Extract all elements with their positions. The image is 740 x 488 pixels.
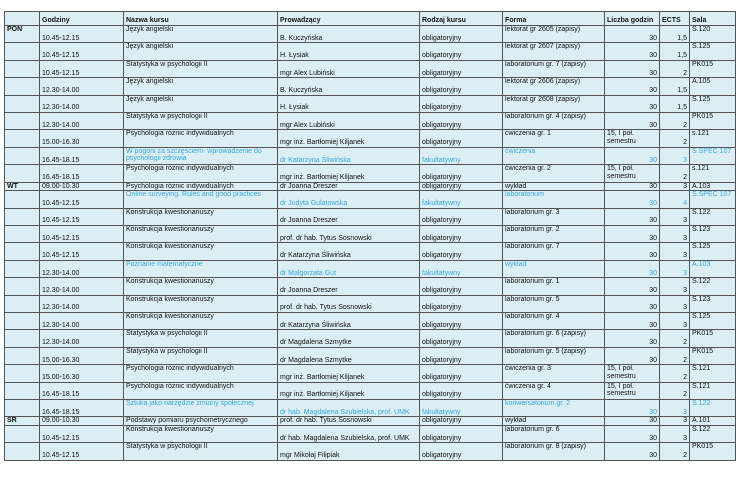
ects-cell[interactable]: 2 [660, 443, 690, 460]
time-cell[interactable]: 10.45-12.15 [40, 243, 124, 260]
form-cell[interactable]: laboratorium gr. 2 [503, 225, 605, 242]
day-cell[interactable] [5, 425, 40, 442]
room-cell[interactable]: A.103 [690, 182, 736, 191]
day-cell[interactable] [5, 130, 40, 147]
course-cell[interactable]: Język angielski [124, 95, 278, 112]
form-cell[interactable]: konwersatorium gr. 2 [503, 399, 605, 416]
hours-cell[interactable]: 30 [605, 399, 660, 416]
day-cell[interactable] [5, 60, 40, 77]
course-cell[interactable]: Psychologia różnic indywidualnych [124, 130, 278, 147]
hours-cell[interactable]: 30 [605, 182, 660, 191]
header-cell-course[interactable]: Nazwa kursu [124, 12, 278, 26]
ects-cell[interactable]: 4 [660, 191, 690, 208]
room-cell[interactable]: S.123 [690, 225, 736, 242]
table-row [5, 260, 736, 277]
teacher-cell[interactable]: dr hab. Magdalena Szubielska, prof. UMK [278, 399, 420, 416]
header-cell-type[interactable]: Rodzaj kursu [420, 12, 503, 26]
ects-cell[interactable]: 2 [660, 330, 690, 347]
teacher-cell[interactable]: prof. dr hab. Tytus Sosnowski [278, 225, 420, 242]
teacher-cell[interactable]: dr Joanna Dreszer [278, 278, 420, 295]
time-cell[interactable]: 10.45-12.15 [40, 208, 124, 225]
form-cell[interactable]: laboratorium gr. 8 (zapisy) [503, 443, 605, 460]
room-cell[interactable]: PK015 [690, 60, 736, 77]
table-row [5, 312, 736, 329]
form-cell[interactable]: lektorat gr 2606 (zapisy) [503, 78, 605, 95]
type-cell[interactable]: obligatoryjny [420, 243, 503, 260]
course-cell[interactable]: Język angielski [124, 26, 278, 43]
teacher-cell[interactable]: mgr inż. Bartłomiej Kiljanek [278, 165, 420, 182]
teacher-cell[interactable]: mgr inż. Bartłomiej Kiljanek [278, 365, 420, 382]
ects-cell[interactable]: 2 [660, 382, 690, 399]
hours-cell[interactable]: 15, I poł. semestru [605, 130, 660, 147]
header-cell-ects[interactable]: ECTS [660, 12, 690, 26]
room-cell[interactable]: A.103 [690, 260, 736, 277]
time-cell[interactable]: 16.45-18.15 [40, 165, 124, 182]
type-cell[interactable]: fakultatywny [420, 399, 503, 416]
course-cell[interactable]: Online surveying. Rules and good practices [124, 191, 278, 208]
day-cell[interactable] [5, 382, 40, 399]
type-cell[interactable]: obligatoryjny [420, 26, 503, 43]
ects-cell[interactable]: 1,5 [660, 78, 690, 95]
day-cell[interactable] [5, 278, 40, 295]
course-cell[interactable]: Konstrukcja kwestionariuszy [124, 243, 278, 260]
table-row [5, 365, 736, 382]
time-cell[interactable]: 10.45-12.15 [40, 191, 124, 208]
type-cell[interactable]: obligatoryjny [420, 43, 503, 60]
time-cell[interactable]: 16.45-18.15 [40, 147, 124, 164]
hours-cell[interactable]: 30 [605, 225, 660, 242]
hours-cell[interactable]: 30 [605, 208, 660, 225]
hours-cell[interactable]: 15, I poł. semestru [605, 382, 660, 399]
hours-cell[interactable]: 30 [605, 26, 660, 43]
ects-cell[interactable]: 2 [660, 365, 690, 382]
teacher-cell[interactable]: prof. dr hab. Tytus Sosnowski [278, 417, 420, 426]
course-cell[interactable]: Psychologia różnic indywidualnych [124, 365, 278, 382]
time-cell[interactable]: 15.00-16.30 [40, 347, 124, 364]
form-cell[interactable]: ćwiczenia gr. 3 [503, 365, 605, 382]
header-cell-form[interactable]: Forma [503, 12, 605, 26]
teacher-cell[interactable]: dr Joanna Dreszer [278, 182, 420, 191]
table-row [5, 165, 736, 182]
day-cell[interactable] [5, 295, 40, 312]
ects-cell[interactable]: 3 [660, 147, 690, 164]
day-cell[interactable] [5, 312, 40, 329]
time-cell[interactable]: 16.45-18.15 [40, 399, 124, 416]
room-cell[interactable]: S.121 [690, 382, 736, 399]
type-cell[interactable]: obligatoryjny [420, 365, 503, 382]
course-cell[interactable]: Poznanie matematyczne [124, 260, 278, 277]
hours-cell[interactable]: 30 [605, 243, 660, 260]
type-cell[interactable]: obligatoryjny [420, 278, 503, 295]
ects-cell[interactable]: 3 [660, 182, 690, 191]
time-cell[interactable]: 15.00-16.30 [40, 130, 124, 147]
table-row [5, 330, 736, 347]
form-cell[interactable]: ćwiczenia gr. 4 [503, 382, 605, 399]
type-cell[interactable]: obligatoryjny [420, 130, 503, 147]
day-cell[interactable] [5, 399, 40, 416]
hours-cell[interactable]: 30 [605, 260, 660, 277]
schedule-table [4, 11, 736, 461]
room-cell[interactable]: S.120 [690, 26, 736, 43]
type-cell[interactable]: obligatoryjny [420, 425, 503, 442]
room-cell[interactable]: PK015 [690, 347, 736, 364]
day-cell[interactable] [5, 365, 40, 382]
course-cell[interactable]: Język angielski [124, 78, 278, 95]
hours-cell[interactable]: 30 [605, 191, 660, 208]
room-cell[interactable]: A.105 [690, 78, 736, 95]
teacher-cell[interactable]: dr Katarzyna Śliwińska [278, 312, 420, 329]
form-cell[interactable]: wykład [503, 417, 605, 426]
schedule-sheet [4, 11, 735, 461]
header-row [5, 12, 736, 26]
hours-cell[interactable]: 30 [605, 330, 660, 347]
table-row [5, 425, 736, 442]
teacher-cell[interactable]: mgr Alex Lubiński [278, 112, 420, 129]
ects-cell[interactable]: 1,5 [660, 26, 690, 43]
time-cell[interactable]: 10.45-12.15 [40, 43, 124, 60]
day-cell[interactable] [5, 78, 40, 95]
hours-cell[interactable]: 30 [605, 78, 660, 95]
teacher-cell[interactable]: dr Magdalena Szmytke [278, 330, 420, 347]
table-row [5, 382, 736, 399]
form-cell[interactable]: ćwiczenia gr. 1 [503, 130, 605, 147]
table-row [5, 347, 736, 364]
form-cell[interactable]: laboratorium gr. 4 (zapisy) [503, 112, 605, 129]
hours-cell[interactable]: 30 [605, 278, 660, 295]
course-cell[interactable]: Konstrukcja kwestionariuszy [124, 278, 278, 295]
time-cell[interactable]: 09.00-10.30 [40, 182, 124, 191]
form-cell[interactable]: laboratorium gr. 5 (zapisy) [503, 347, 605, 364]
ects-cell[interactable]: 2 [660, 60, 690, 77]
course-cell[interactable]: Psychologia różnic indywidualnych [124, 382, 278, 399]
room-cell[interactable]: S.SPEC 107 [690, 147, 736, 164]
type-cell[interactable]: obligatoryjny [420, 60, 503, 77]
type-cell[interactable]: obligatoryjny [420, 382, 503, 399]
time-cell[interactable]: 12.30-14.00 [40, 260, 124, 277]
teacher-cell[interactable]: dr Małgorzata Gut [278, 260, 420, 277]
time-cell[interactable]: 15.00-16.30 [40, 365, 124, 382]
time-cell[interactable]: 09.00-10.30 [40, 417, 124, 426]
day-cell[interactable] [5, 347, 40, 364]
room-cell[interactable]: S.122 [690, 208, 736, 225]
type-cell[interactable]: obligatoryjny [420, 225, 503, 242]
hours-cell[interactable]: 30 [605, 147, 660, 164]
teacher-cell[interactable]: mgr Alex Lubiński [278, 60, 420, 77]
type-cell[interactable]: obligatoryjny [420, 295, 503, 312]
ects-cell[interactable]: 3 [660, 399, 690, 416]
teacher-cell[interactable]: B. Kuczyńska [278, 78, 420, 95]
course-cell[interactable]: Statystyka w psychologii II [124, 60, 278, 77]
ects-cell[interactable]: 1,5 [660, 43, 690, 60]
type-cell[interactable]: fakultatywny [420, 260, 503, 277]
room-cell[interactable]: S.125 [690, 312, 736, 329]
day-cell[interactable] [5, 225, 40, 242]
table-row [5, 225, 736, 242]
room-cell[interactable]: S.125 [690, 95, 736, 112]
day-cell[interactable] [5, 208, 40, 225]
teacher-cell[interactable]: dr Joanna Dreszer [278, 208, 420, 225]
time-cell[interactable]: 10.45-12.15 [40, 26, 124, 43]
teacher-cell[interactable]: mgr inż. Bartłomiej Kiljanek [278, 130, 420, 147]
table-row [5, 399, 736, 416]
course-cell[interactable]: Podstawy pomiaru psychometrycznego [124, 417, 278, 426]
table-row [5, 243, 736, 260]
time-cell[interactable]: 12.30-14.00 [40, 95, 124, 112]
ects-cell[interactable]: 2 [660, 130, 690, 147]
day-cell[interactable]: ŚR [5, 417, 40, 426]
day-cell[interactable] [5, 43, 40, 60]
room-cell[interactable]: S.122 [690, 278, 736, 295]
type-cell[interactable]: obligatoryjny [420, 112, 503, 129]
course-cell[interactable]: Psychologia różnic indywidualnych [124, 182, 278, 191]
teacher-cell[interactable]: dr Katarzyna Śliwińska [278, 147, 420, 164]
day-cell[interactable] [5, 165, 40, 182]
teacher-cell[interactable]: prof. dr hab. Tytus Sosnowski [278, 295, 420, 312]
type-cell[interactable]: obligatoryjny [420, 78, 503, 95]
day-cell[interactable]: PON [5, 26, 40, 43]
form-cell[interactable]: ćwiczenia gr. 2 [503, 165, 605, 182]
form-cell[interactable]: laboratorium [503, 191, 605, 208]
teacher-cell[interactable]: H. Łysiak [278, 43, 420, 60]
room-cell[interactable]: S.122 [690, 425, 736, 442]
time-cell[interactable]: 16.45-18.15 [40, 382, 124, 399]
type-cell[interactable]: obligatoryjny [420, 165, 503, 182]
type-cell[interactable]: obligatoryjny [420, 182, 503, 191]
course-cell[interactable]: Język angielski [124, 43, 278, 60]
ects-cell[interactable]: 3 [660, 260, 690, 277]
room-cell[interactable]: PK015 [690, 112, 736, 129]
room-cell[interactable]: PK015 [690, 330, 736, 347]
hours-cell[interactable]: 30 [605, 417, 660, 426]
course-cell[interactable]: W pogoni za szczęściem- wprowadzenie do psychologii zdrowia [124, 147, 278, 164]
ects-cell[interactable]: 2 [660, 112, 690, 129]
form-cell[interactable]: laboratorium gr. 4 [503, 312, 605, 329]
form-cell[interactable]: laboratorium gr. 3 [503, 208, 605, 225]
type-cell[interactable]: obligatoryjny [420, 443, 503, 460]
table-row [5, 95, 736, 112]
header-cell-day[interactable] [5, 12, 40, 26]
type-cell[interactable]: fakultatywny [420, 147, 503, 164]
day-cell[interactable] [5, 191, 40, 208]
time-cell[interactable]: 12.30-14.00 [40, 78, 124, 95]
ects-cell[interactable]: 3 [660, 425, 690, 442]
course-cell[interactable]: Konstrukcja kwestionariuszy [124, 295, 278, 312]
table-row [5, 78, 736, 95]
course-cell[interactable]: Konstrukcja kwestionariuszy [124, 208, 278, 225]
day-cell[interactable] [5, 260, 40, 277]
hours-cell[interactable]: 15, I poł. semestru [605, 165, 660, 182]
form-cell[interactable]: laboratorium gr. 6 [503, 425, 605, 442]
course-cell[interactable]: Statystyka w psychologii II [124, 330, 278, 347]
teacher-cell[interactable]: H. Łysiak [278, 95, 420, 112]
header-cell-teacher[interactable]: Prowadzący [278, 12, 420, 26]
room-cell[interactable]: S.125 [690, 243, 736, 260]
day-cell[interactable] [5, 95, 40, 112]
teacher-cell[interactable]: mgr inż. Bartłomiej Kiljanek [278, 382, 420, 399]
form-cell[interactable]: lektorat gr 2605 (zapisy) [503, 26, 605, 43]
time-cell[interactable]: 12.30-14.00 [40, 295, 124, 312]
room-cell[interactable]: S.125 [690, 43, 736, 60]
type-cell[interactable]: obligatoryjny [420, 417, 503, 426]
table-row [5, 182, 736, 191]
ects-cell[interactable]: 3 [660, 208, 690, 225]
ects-cell[interactable]: 3 [660, 295, 690, 312]
form-cell[interactable]: lektorat gr 2608 (zapisy) [503, 95, 605, 112]
time-cell[interactable]: 10.45-12.15 [40, 443, 124, 460]
teacher-cell[interactable]: dr Magdalena Szmytke [278, 347, 420, 364]
ects-cell[interactable]: 3 [660, 278, 690, 295]
hours-cell[interactable]: 30 [605, 295, 660, 312]
header-cell-room[interactable]: Sala [690, 12, 736, 26]
teacher-cell[interactable]: B. Kuczyńska [278, 26, 420, 43]
course-cell[interactable]: Psychologia różnic indywidualnych [124, 165, 278, 182]
table-row [5, 60, 736, 77]
teacher-cell[interactable]: dr Judyta Gulatowska [278, 191, 420, 208]
course-cell[interactable]: Sztuka jako narzędzie zmiany społecznej [124, 399, 278, 416]
course-cell[interactable]: Statystyka w psychologii II [124, 443, 278, 460]
ects-cell[interactable]: 3 [660, 417, 690, 426]
course-cell[interactable]: Statystyka w psychologii II [124, 347, 278, 364]
room-cell[interactable]: S.SPEC 107 [690, 191, 736, 208]
room-cell[interactable]: PK015 [690, 443, 736, 460]
table-row [5, 295, 736, 312]
ects-cell[interactable]: 2 [660, 347, 690, 364]
type-cell[interactable]: obligatoryjny [420, 208, 503, 225]
ects-cell[interactable]: 3 [660, 243, 690, 260]
time-cell[interactable]: 10.45-12.15 [40, 425, 124, 442]
day-cell[interactable]: WT [5, 182, 40, 191]
form-cell[interactable]: laboratorium gr. 1 [503, 278, 605, 295]
type-cell[interactable]: obligatoryjny [420, 330, 503, 347]
time-cell[interactable]: 12.30-14.00 [40, 112, 124, 129]
room-cell[interactable]: S.122 [690, 399, 736, 416]
table-row [5, 112, 736, 129]
table-row [5, 278, 736, 295]
table-row [5, 26, 736, 43]
hours-cell[interactable]: 30 [605, 43, 660, 60]
ects-cell[interactable]: 1,5 [660, 95, 690, 112]
day-cell[interactable] [5, 112, 40, 129]
teacher-cell[interactable]: dr hab. Magdalena Szubielska, prof. UMK [278, 425, 420, 442]
hours-cell[interactable]: 30 [605, 312, 660, 329]
table-row [5, 130, 736, 147]
hours-cell[interactable]: 30 [605, 347, 660, 364]
course-cell[interactable]: Konstrukcja kwestionariuszy [124, 425, 278, 442]
course-cell[interactable]: Konstrukcja kwestionariuszy [124, 312, 278, 329]
hours-cell[interactable]: 30 [605, 60, 660, 77]
table-row [5, 417, 736, 426]
room-cell[interactable]: S.121 [690, 365, 736, 382]
form-cell[interactable]: wykład [503, 182, 605, 191]
teacher-cell[interactable]: dr Katarzyna Śliwińska [278, 243, 420, 260]
type-cell[interactable]: obligatoryjny [420, 95, 503, 112]
day-cell[interactable] [5, 443, 40, 460]
hours-cell[interactable]: 30 [605, 95, 660, 112]
hours-cell[interactable]: 30 [605, 425, 660, 442]
teacher-cell[interactable]: mgr Mikołaj Filipiak [278, 443, 420, 460]
table-row [5, 443, 736, 460]
ects-cell[interactable]: 2 [660, 165, 690, 182]
type-cell[interactable]: obligatoryjny [420, 312, 503, 329]
time-cell[interactable]: 10.45-12.15 [40, 60, 124, 77]
room-cell[interactable]: s.121 [690, 165, 736, 182]
time-cell[interactable]: 12.30-14.00 [40, 278, 124, 295]
form-cell[interactable]: laboratorium gr. 7 (zapisy) [503, 60, 605, 77]
form-cell[interactable]: lektorat gr 2607 (zapisy) [503, 43, 605, 60]
table-row [5, 43, 736, 60]
course-cell[interactable]: Statystyka w psychologii II [124, 112, 278, 129]
day-cell[interactable] [5, 147, 40, 164]
type-cell[interactable]: obligatoryjny [420, 347, 503, 364]
form-cell[interactable]: laboratorium gr. 7 [503, 243, 605, 260]
hours-cell[interactable]: 15, I poł. semestru [605, 365, 660, 382]
ects-cell[interactable]: 3 [660, 312, 690, 329]
form-cell[interactable]: ćwiczenia [503, 147, 605, 164]
room-cell[interactable]: A.101 [690, 417, 736, 426]
form-cell[interactable]: wykład [503, 260, 605, 277]
form-cell[interactable]: laboratorium gr. 5 [503, 295, 605, 312]
header-cell-hour-count[interactable]: Liczba godzin [605, 12, 660, 26]
hours-cell[interactable]: 30 [605, 112, 660, 129]
type-cell[interactable]: fakultatywny [420, 191, 503, 208]
time-cell[interactable]: 12.30-14.00 [40, 312, 124, 329]
hours-cell[interactable]: 30 [605, 443, 660, 460]
form-cell[interactable]: laboratorium gr. 6 (zapisy) [503, 330, 605, 347]
room-cell[interactable]: s.121 [690, 130, 736, 147]
day-cell[interactable] [5, 243, 40, 260]
table-row [5, 147, 736, 164]
time-cell[interactable]: 10.45-12.15 [40, 225, 124, 242]
time-cell[interactable]: 12.30-14.00 [40, 330, 124, 347]
day-cell[interactable] [5, 330, 40, 347]
ects-cell[interactable]: 3 [660, 225, 690, 242]
table-row [5, 191, 736, 208]
header-cell-hours[interactable]: Godziny [40, 12, 124, 26]
room-cell[interactable]: S.123 [690, 295, 736, 312]
course-cell[interactable]: Konstrukcja kwestionariuszy [124, 225, 278, 242]
table-row [5, 208, 736, 225]
